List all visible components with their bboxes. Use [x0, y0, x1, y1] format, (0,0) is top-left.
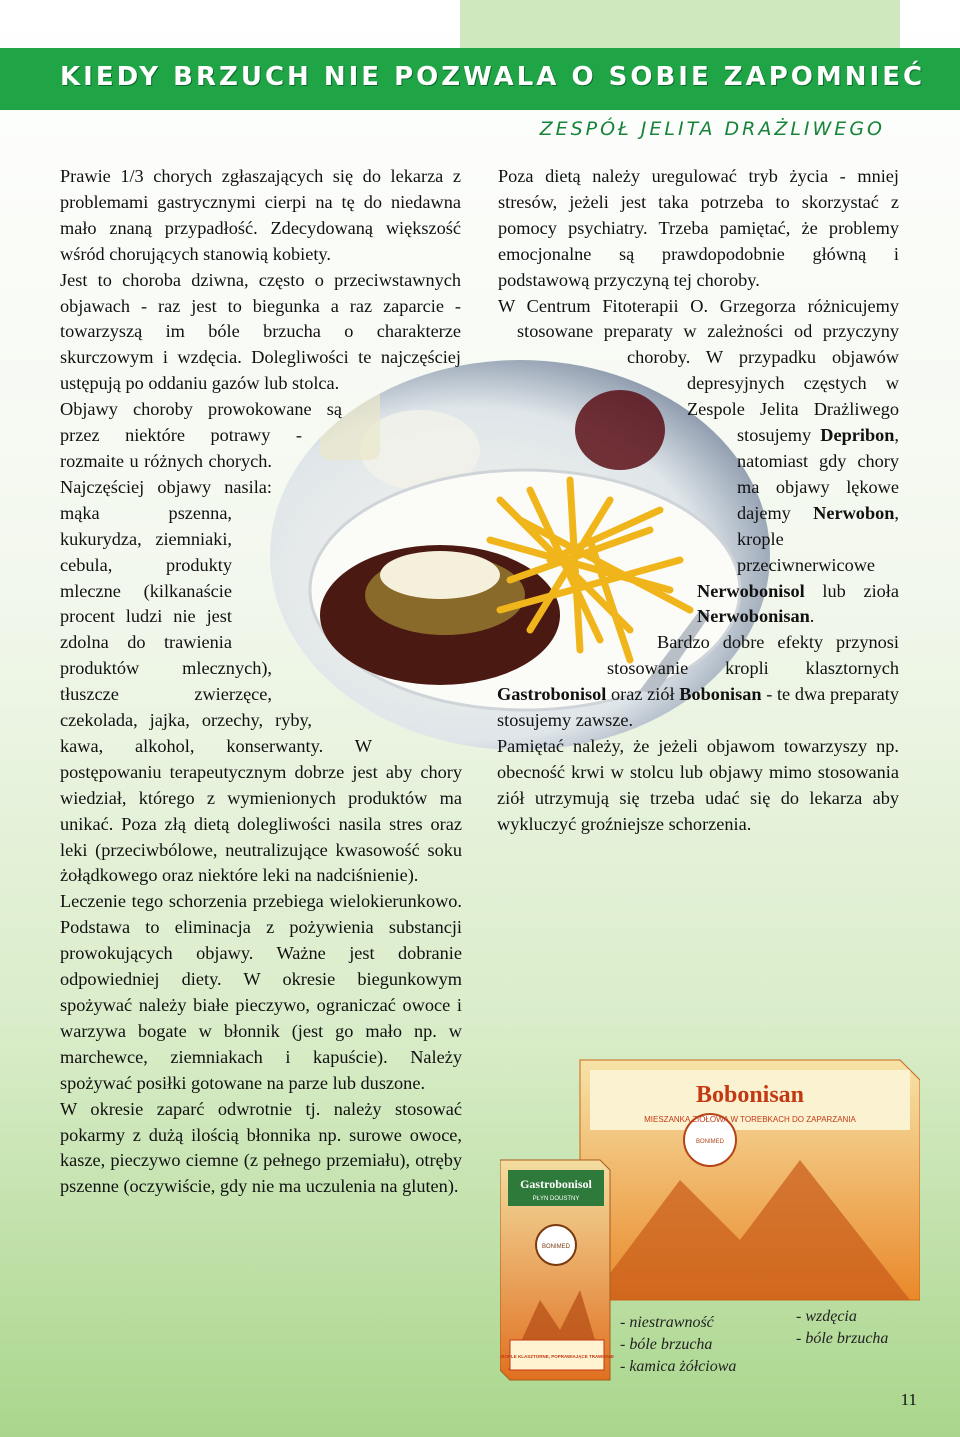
top-tab-decoration: [460, 0, 900, 48]
page-number: 11: [900, 1390, 917, 1409]
section-subtitle: ZESPÓŁ JELITA DRAŻLIWEGO: [539, 118, 885, 140]
left-paragraph-2: Jest to choroba dziwna, często o przeciwstawnych objawach - raz jest to biegunka a raz zaparcie - towarzyszą im bóle brzucha o charakterze skurczowym i wzdęcia. Dolegliwości te najczęściej ustępują po oddaniu gazów lub stolca.: [60, 269, 461, 394]
bobonisan-box-name: Bobonisan: [695, 1082, 805, 1108]
right-paragraph-4: Pamiętać należy, że jeżeli objawom towarzyszy np. obecność krwi w stolcu lub objawy mimo stosowania ziół utrzymują się trzeba udać się do lekarza aby wykluczyć groźniejsze schorzenia.: [497, 735, 899, 834]
text-run: - te dwa preparaty stosujemy zawsze.: [497, 684, 899, 731]
gastrobonisol-box-name: Gastrobonisol: [520, 1177, 592, 1191]
product-nerwobonisol: Nerwobonisol: [697, 580, 805, 601]
text-run: , natomiast gdy chory ma objawy lękowe dajemy: [737, 425, 899, 523]
bobonisan-box-subtitle: MIESZANKA ZIOŁOWA W TOREBKACH DO ZAPARZANIA: [644, 1115, 856, 1124]
right-paragraph-1: Poza dietą należy uregulować tryb życia - mniej stresów, jeżeli jest taka potrzeba to skorzystać z pomocy psychiatry. Trzeba pamiętać, że problemy emocjonalne są prawdopodobnie główną i podstawową przyczyną tej choroby.: [498, 166, 899, 290]
left-paragraph-3: Objawy choroby prowokowane są przez niektóre potrawy - rozmaite u różnych chorych. Najczęściej objawy nasila: mąka pszenna, kukurydza, ziemniaki, cebula, produkty mleczne (kilkanaście procent ludzi nie jest zdolna do trawienia produktów mlecznych), tłuszcze zwierzęce, czekolada, jajka, orzechy, ryby, kawa, alkohol, konserwanty. W postępowaniu terapeutycznym dobrze jest aby chory wiedział, którego z wymienionych produktów ma unikać. Poza złą dietą dolegliwości nasila stres oraz leki (przeciwbólowe, neutralizujące kwasowość soku żołądkowego oraz niektóre leki na nadciśnienie).: [60, 399, 462, 886]
text-run: lub zioła: [804, 580, 899, 601]
product-nerwobon: Nerwobon: [813, 502, 895, 523]
text-run: .: [809, 606, 815, 627]
title-banner: [0, 48, 960, 110]
gastrobonisol-indications: [620, 1312, 736, 1378]
indication-item: - wzdęcia: [796, 1308, 857, 1325]
text-run: oraz ziół: [606, 684, 680, 705]
product-gastrobonisol: Gastrobonisol: [497, 684, 607, 705]
product-nerwobonisan: Nerwobonisan: [697, 606, 810, 627]
left-paragraph-4: Leczenie tego schorzenia przebiega wielokierunkowo. Podstawa to eliminacja z pożywienia substancji prowokujących objawy. Ważne jest dobranie odpowiedniej diety. W okresie biegunkowym spożywać należy białe pieczywo, ograniczać owoce i warzywa bogate w błonnik (jest go mało np. w marchewce, ziemniakach i kapuście). Należy spożywać posiłki gotowane na parze lub duszone.: [60, 891, 462, 1093]
bobonisan-indications: [796, 1306, 888, 1350]
product-bobonisan: Bobonisan: [679, 684, 762, 705]
text-run: , krople przeciwnerwicowe: [737, 502, 899, 575]
left-column: [60, 164, 462, 1200]
indication-item: - niestrawność: [620, 1314, 714, 1331]
product-depribon: Depribon: [820, 425, 895, 446]
right-column: [497, 164, 899, 838]
text-run: W Centrum Fitoterapii O. Grzegorza różnicujemy stosowane preparaty w zależności od przyczyny choroby. W przypadku objawów depresyjnych częstych w Zespole Jelita Drażliwego stosujemy: [498, 295, 899, 446]
bobonisan-brand-seal: BONIMED: [695, 1139, 725, 1145]
gastrobonisol-brand-seal: BONIMED: [541, 1244, 571, 1250]
left-paragraph-1: Prawie 1/3 chorych zgłaszających się do lekarza z problemami gastrycznymi cierpi na tę do niedawna mało znaną przypadłość. Zdecydowaną większość wśród chorujących stanowią kobiety.: [60, 166, 461, 264]
gastrobonisol-box-subtitle: PŁYN DOUSTNY: [532, 1196, 580, 1202]
gastrobonisol-label: KROPLE KLASZTORNE, POPRAWIAJĄCE TRAWIENIE: [500, 1354, 614, 1359]
left-paragraph-5: W okresie zaparć odwrotnie tj. należy stosować pokarmy z dużą ilością błonnika np. surowe owoce, kasze, pieczywo ciemne (z pełnego przemiału), otręby pszenne (oczywiście, gdy nie ma uczulenia na gluten).: [60, 1098, 462, 1197]
indication-item: - bóle brzucha: [796, 1330, 889, 1347]
indication-item: - bóle brzucha: [620, 1336, 713, 1353]
text-run: Bardzo dobre efekty przynosi stosowanie kropli klasztornych: [607, 632, 899, 679]
page-title: KIEDY BRZUCH NIE POZWALA O SOBIE ZAPOMNIEĆ: [60, 62, 926, 92]
indication-item: - kamica żółciowa: [620, 1358, 737, 1375]
